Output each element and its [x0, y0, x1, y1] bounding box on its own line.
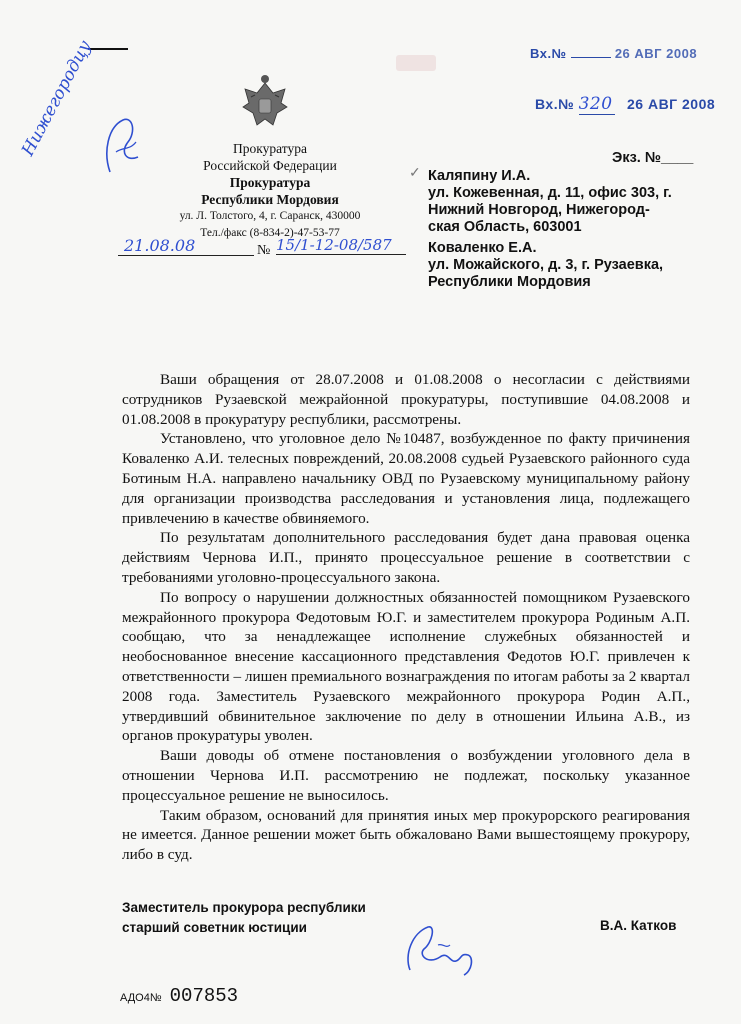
body-paragraph: Ваши доводы об отмене постановления о возбуждении уголовного дела в отношении Чернова И.П. рассмотрению не подлежат, поскольку указанное процессуальное решение не выносилось.: [122, 747, 690, 804]
signature-title-line: старший советник юстиции: [122, 920, 307, 935]
recipient-address-line: ская Область, 603001: [428, 219, 582, 235]
incoming-stamp-2: [535, 94, 715, 115]
margin-initials: [98, 112, 148, 182]
coat-of-arms-emblem: [237, 73, 293, 133]
org-line-bold: Прокуратура: [229, 175, 311, 190]
check-mark: ✓: [409, 166, 421, 181]
body-paragraph: Установлено, что уголовное дело №10487, возбужденное по факту причинения Коваленко А.И. телесных повреждений, 20.08.2008 судьей Рузаевского районного суда Ботиным Н.А. направлено начальнику ОВД по Рузаевскому муниципальному району для организации производства расследования и установления лица, подлежащего привлечению в качестве обвиняемого.: [122, 430, 690, 527]
outgoing-date: 21.08.08: [118, 236, 254, 256]
form-code-label: АДО4№: [120, 992, 162, 1004]
recipient-address-line: Нижний Новгород, Нижегород-: [428, 202, 650, 218]
org-phone: Тел./факс (8-834-2)-47-53-77: [200, 227, 340, 239]
org-header: [170, 140, 370, 242]
form-code-number: 007853: [169, 985, 239, 1007]
body-paragraph: Ваши обращения от 28.07.2008 и 01.08.2008 о несогласии с действиями сотрудников Рузаевской межрайонной прокуратуры, поступившие 04.08.2008 и 01.08.2008 в прокуратуру республики, рассмотрены.: [122, 371, 690, 428]
org-line: Российской Федерации: [203, 158, 337, 173]
incoming-stamp-label: Вх.№: [530, 46, 567, 61]
handwritten-signature: [398, 915, 488, 985]
outgoing-number: 15/1-12-08/587: [276, 236, 406, 255]
body-paragraph: По результатам дополнительного расследования будет дана правовая оценка действиям Чернова И.П., принято процессуальное решение в соответствии с требованиями уголовно-процессуального закона.: [122, 529, 690, 586]
margin-handwritten-note: Нижегородцу: [18, 37, 96, 160]
recipient-address-line: Республики Мордовия: [428, 274, 591, 290]
signature-title: [122, 898, 366, 938]
recipient-name: Коваленко Е.А.: [428, 240, 537, 256]
number-sign: №: [257, 243, 271, 258]
org-line-bold: Республики Мордовия: [201, 192, 339, 207]
incoming-stamp-1: [530, 46, 697, 61]
copy-number-label: Экз. №____: [612, 150, 694, 166]
signatory-name: В.А. Катков: [600, 918, 677, 933]
recipient-2: [428, 240, 663, 291]
recipient-1: [428, 168, 672, 236]
form-code: [120, 985, 238, 1007]
org-line: Прокуратура: [233, 141, 307, 156]
recipient-address-line: ул. Кожевенная, д. 11, офис 303, г.: [428, 185, 672, 201]
recipient-address-line: ул. Можайского, д. 3, г. Рузаевка,: [428, 257, 664, 273]
stamp-bleed: [396, 55, 436, 71]
incoming-stamp-label: Вх.№: [535, 96, 575, 112]
incoming-stamp-number: 320: [579, 94, 615, 115]
incoming-stamp-date: 26 АВГ 2008: [627, 96, 716, 112]
signature-title-line: Заместитель прокурора республики: [122, 900, 366, 915]
org-address: ул. Л. Толстого, 4, г. Саранск, 430000: [179, 210, 361, 222]
incoming-stamp-date: 26 АВГ 2008: [614, 46, 698, 61]
body-paragraph: По вопросу о нарушении должностных обязанностей помощником Рузаевского межрайонного прокурора Федотовым Ю.Г. и заместителем прокурора Родиным А.П. сообщаю, что за ненадлежащее исполнение служебных обязанностей и необоснованное внесение кассационного представления Федотов Ю.Г. привлечен к ответственности – лишен премиального вознаграждения по итогам работы за 2 квартал 2008 года. Заместитель Рузаевского межрайонного прокурора Родин А.П., утвердивший обвинительное заключение по делу в отношении Ильина А.В., из органов прокуратуры уволен.: [122, 588, 690, 745]
recipient-name: Каляпину И.А.: [428, 168, 531, 184]
letter-body: [122, 370, 690, 865]
body-paragraph: Таким образом, оснований для принятия иных мер прокурорского реагирования не имеется. Данное решении может быть обжаловано Вами вышестоящему прокурору, либо в суд.: [122, 806, 690, 864]
